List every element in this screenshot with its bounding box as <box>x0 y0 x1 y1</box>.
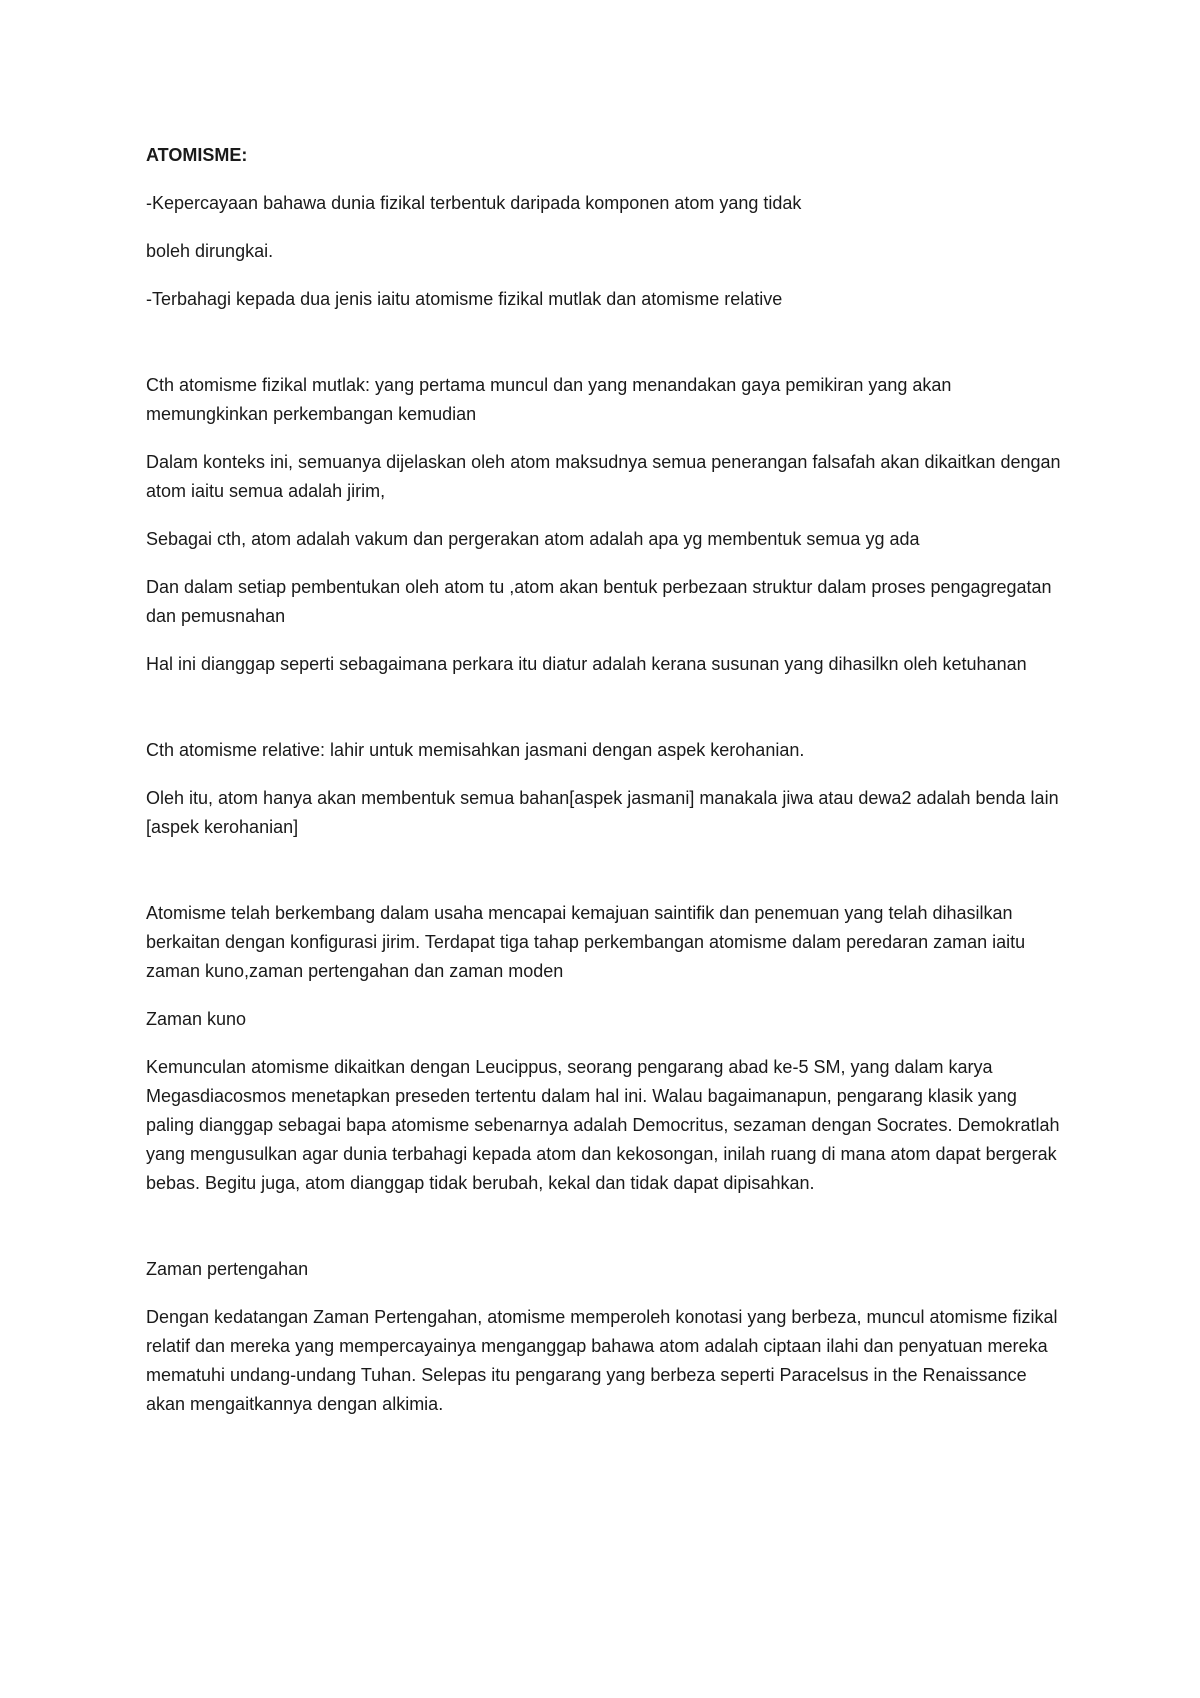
intro-paragraph-3: -Terbahagi kepada dua jenis iaitu atomisme fizikal mutlak dan atomisme relative <box>146 289 783 309</box>
zaman-pertengahan-paragraph: Dengan kedatangan Zaman Pertengahan, atomisme memperoleh konotasi yang berbeza, muncul atomisme fizikal relatif dan mereka yang mempercayainya menganggap bahawa atom adalah ciptaan ilahi dan penyatuan mereka mematuhi undang-undang Tuhan. Selepas itu pengarang yang berbeza seperti Paracelsus in the Renaissance akan mengaitkannya dengan alkimia. <box>146 1307 1058 1414</box>
section-gap <box>146 1217 1066 1255</box>
perkembangan-paragraph: Atomisme telah berkembang dalam usaha mencapai kemajuan saintifik dan penemuan yang telah dihasilkan berkaitan dengan konfigurasi jirim. Terdapat tiga tahap perkembangan atomisme dalam peredaran zaman iaitu zaman kuno,zaman pertengahan dan zaman moden <box>146 903 1026 981</box>
zaman-kuno-heading: Zaman kuno <box>146 1009 247 1029</box>
document-body <box>146 141 1066 1438</box>
intro-paragraph-2: boleh dirungkai. <box>146 241 274 261</box>
mutlak-paragraph-2: Dalam konteks ini, semuanya dijelaskan oleh atom maksudnya semua penerangan falsafah akan dikaitkan dengan atom iaitu semua adalah jirim, <box>146 452 1061 501</box>
mutlak-paragraph-1: Cth atomisme fizikal mutlak: yang pertama muncul dan yang menandakan gaya pemikiran yang akan memungkinkan perkembangan kemudian <box>146 375 952 424</box>
document-title: ATOMISME: <box>146 145 248 165</box>
section-gap <box>146 698 1066 736</box>
relative-paragraph-1: Cth atomisme relative: lahir untuk memisahkan jasmani dengan aspek kerohanian. <box>146 740 805 760</box>
relative-paragraph-2: Oleh itu, atom hanya akan membentuk semua bahan[aspek jasmani] manakala jiwa atau dewa2 adalah benda lain [aspek kerohanian] <box>146 788 1059 837</box>
mutlak-paragraph-4: Dan dalam setiap pembentukan oleh atom tu ,atom akan bentuk perbezaan struktur dalam proses pengagregatan dan pemusnahan <box>146 577 1052 626</box>
intro-paragraph-1: -Kepercayaan bahawa dunia fizikal terbentuk daripada komponen atom yang tidak <box>146 193 802 213</box>
mutlak-paragraph-3: Sebagai cth, atom adalah vakum dan pergerakan atom adalah apa yg membentuk semua yg ada <box>146 529 920 549</box>
mutlak-paragraph-5: Hal ini dianggap seperti sebagaimana perkara itu diatur adalah kerana susunan yang dihasilkn oleh ketuhanan <box>146 654 1027 674</box>
zaman-pertengahan-heading: Zaman pertengahan <box>146 1259 309 1279</box>
section-gap <box>146 333 1066 371</box>
section-gap <box>146 861 1066 899</box>
zaman-kuno-paragraph: Kemunculan atomisme dikaitkan dengan Leucippus, seorang pengarang abad ke-5 SM, yang dalam karya Megasdiacosmos menetapkan preseden tertentu dalam hal ini. Walau bagaimanapun, pengarang klasik yang paling dianggap sebagai bapa atomisme sebenarnya adalah Democritus, sezaman dengan Socrates. Demokratlah yang mengusulkan agar dunia terbahagi kepada atom dan kekosongan, inilah ruang di mana atom dapat bergerak bebas. Begitu juga, atom dianggap tidak berubah, kekal dan tidak dapat dipisahkan. <box>146 1057 1060 1193</box>
